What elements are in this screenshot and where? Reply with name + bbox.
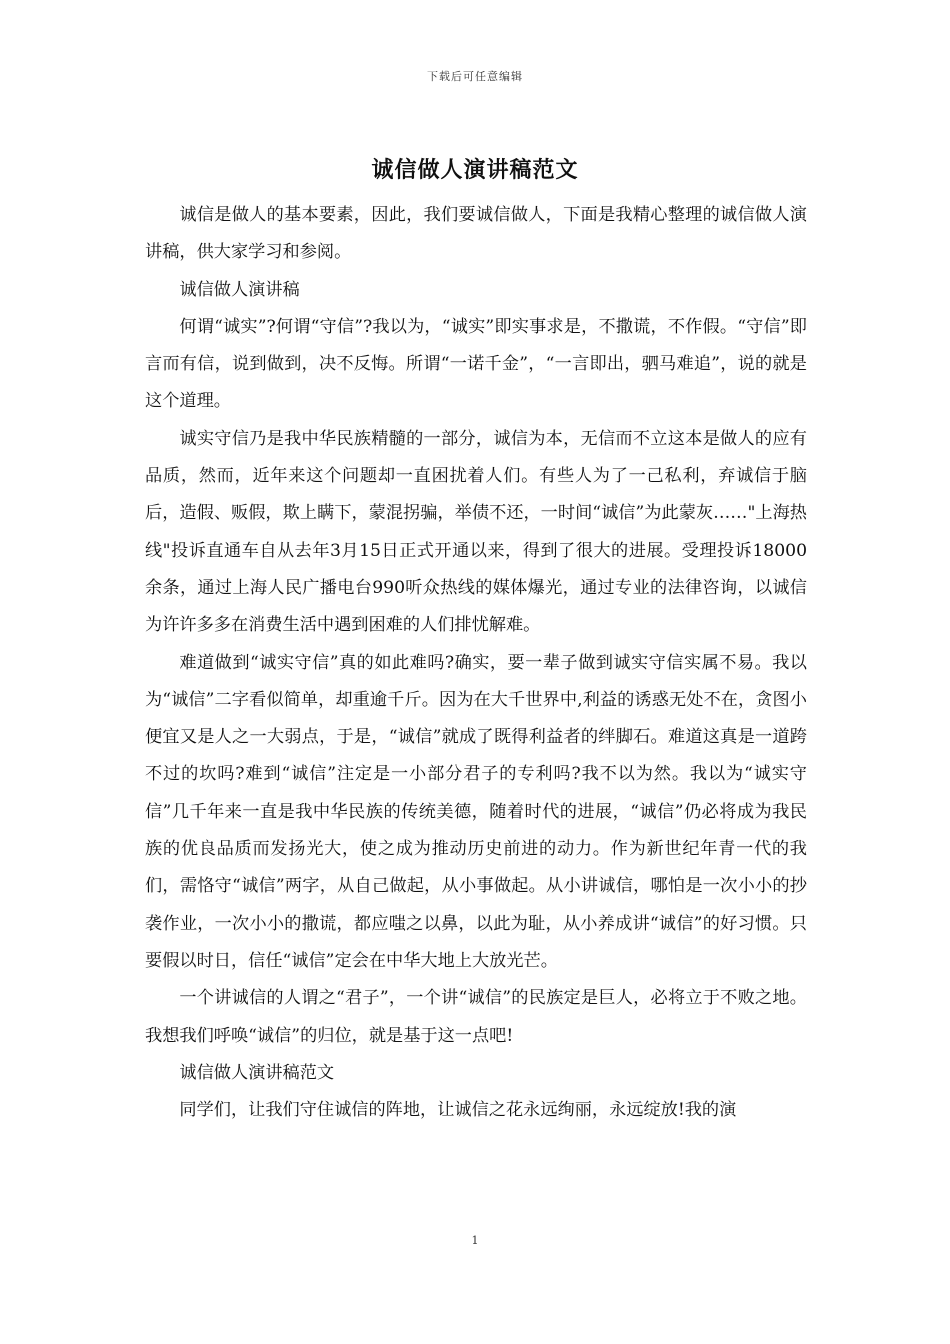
section-heading: 诚信做人演讲稿 xyxy=(179,279,300,300)
paragraph: 一个讲诚信的人谓之“君子”，一个讲“诚信”的民族定是巨人，必将立于不败之地。我想我们呼唤“诚信”的归位，就是基于这一点吧! xyxy=(145,988,807,1046)
paragraph: 同学们，让我们守住诚信的阵地，让诚信之花永远绚丽，永远绽放!我的演 xyxy=(179,1100,737,1121)
paragraph: 诚实守信乃是我中华民族精髓的一部分，诚信为本，无信而不立这本是做人的应有品质，然而，近年来这个问题却一直困扰着人们。有些人为了一己私利，弃诚信于脑后，造假、贩假，欺上瞒下，蒙混拐骗，举债不还，一时间“诚信”为此蒙灰……"上海热线"投诉直通车自从去年3月15日正式开通以来，得到了很大的进展。受理投诉18000余条，通过上海人民广播电台990听众热线的媒体爆光，通过专业的法律咨询，以诚信为许许多多在消费生活中遇到困难的人们排忧解难。 xyxy=(145,428,807,636)
section-heading: 诚信做人演讲稿范文 xyxy=(179,1062,335,1083)
paragraph: 何谓“诚实”?何谓“守信”?我以为，“诚实”即实事求是，不撒谎，不作假。“守信”即言而有信，说到做到，决不反悔。所谓“一诺千金”，“一言即出，驷马难追”，说的就是这个道理。 xyxy=(145,316,807,412)
header-note: 下载后可任意编辑 xyxy=(427,70,523,83)
page-number: 1 xyxy=(471,1234,479,1247)
document-body xyxy=(145,197,807,1129)
paragraph: 难道做到“诚实守信”真的如此难吗?确实，要一辈子做到诚实守信实属不易。我以为“诚信”二字看似简单，却重逾千斤。因为在大千世界中,利益的诱惑无处不在，贪图小便宜又是人之一大弱点，于是，“诚信”就成了既得利益者的绊脚石。难道这真是一道跨不过的坎吗?难到“诚信”注定是一小部分君子的专利吗?我不以为然。我以为“诚实守信”几千年来一直是我中华民族的传统美德，随着时代的进展，“诚信”仍必将成为我民族的优良品质而发扬光大，使之成为推动历史前进的动力。作为新世纪年青一代的我们，需恪守“诚信”两字，从自己做起，从小事做起。从小讲诚信，哪怕是一次小小的抄袭作业，一次小小的撒谎，都应嗤之以鼻，以此为耻，从小养成讲“诚信”的好习惯。只要假以时日，信任“诚信”定会在中华大地上大放光芒。 xyxy=(145,652,807,971)
document-title: 诚信做人演讲稿范文 xyxy=(371,157,579,183)
paragraph: 诚信是做人的基本要素，因此，我们要诚信做人，下面是我精心整理的诚信做人演讲稿，供大家学习和参阅。 xyxy=(145,205,807,263)
